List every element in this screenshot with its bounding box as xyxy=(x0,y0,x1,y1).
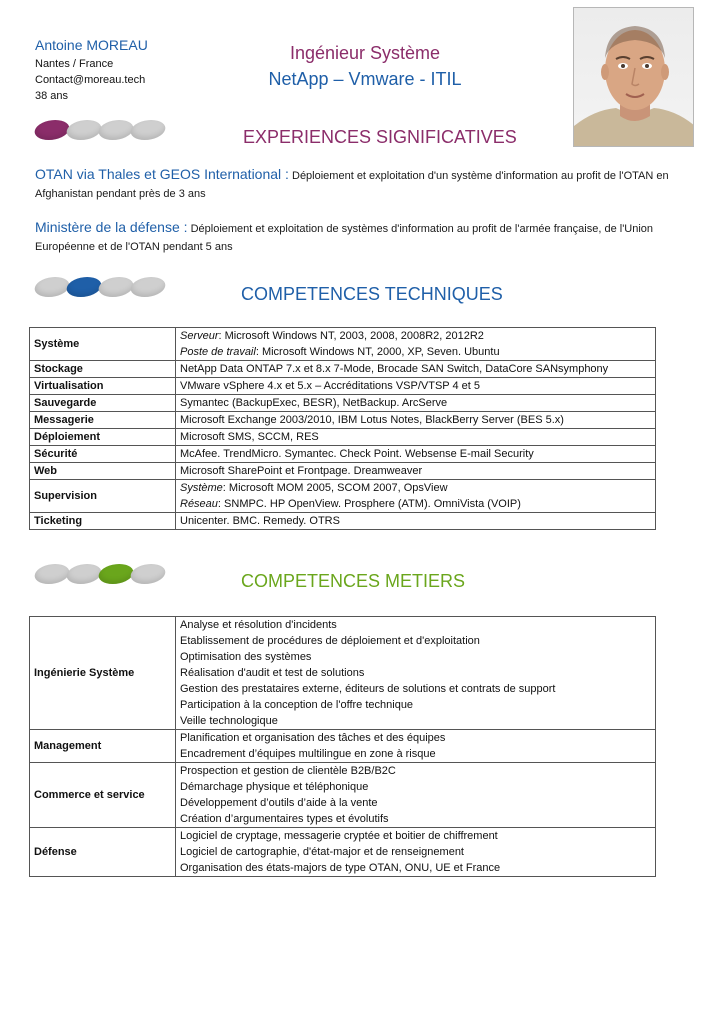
table-row xyxy=(30,730,656,763)
skill-line-label: Poste de travail xyxy=(180,346,256,358)
skill-line xyxy=(180,496,651,512)
skill-line xyxy=(180,395,651,411)
skill-line xyxy=(180,361,651,377)
section-title-tech: COMPETENCES TECHNIQUES xyxy=(241,284,503,304)
skill-line xyxy=(180,513,651,529)
progress-ovals-tech xyxy=(35,277,167,301)
skill-line-text: NetApp Data ONTAP 7.x et 8.x 7-Mode, Brocade SAN Switch, DataCore SANsymphony xyxy=(180,363,609,375)
business-values xyxy=(176,828,656,877)
skill-values xyxy=(176,513,656,530)
business-line: Réalisation d'audit et test de solutions xyxy=(180,667,365,679)
business-line: Participation à la conception de l'offre technique xyxy=(180,699,414,711)
business-line: Démarchage physique et téléphonique xyxy=(180,781,369,793)
skill-category: Sauvegarde xyxy=(30,395,176,412)
skill-line xyxy=(180,480,651,496)
skill-line-text: Microsoft Exchange 2003/2010, IBM Lotus Notes, BlackBerry Server (BES 5.x) xyxy=(180,414,564,426)
business-line: Etablissement de procédures de déploiement et d'exploitation xyxy=(180,635,480,647)
business-values xyxy=(176,617,656,730)
business-line: Développement d’outils d’aide à la vente xyxy=(180,797,378,809)
skill-values xyxy=(176,480,656,513)
skill-line-text: Symantec (BackupExec, BESR), NetBackup. ArcServe xyxy=(180,397,448,409)
tech-skills-table xyxy=(29,327,656,530)
skill-line xyxy=(180,328,651,344)
skill-category: Messagerie xyxy=(30,412,176,429)
business-line: Optimisation des systèmes xyxy=(180,651,312,663)
business-line: Analyse et résolution d'incidents xyxy=(180,619,337,631)
progress-ovals-experiences xyxy=(35,120,167,144)
skill-category: Virtualisation xyxy=(30,378,176,395)
skill-line xyxy=(180,446,651,462)
table-row xyxy=(30,446,656,463)
experience-org: OTAN via Thales et GEOS International : xyxy=(35,166,289,182)
table-row xyxy=(30,480,656,513)
skill-line-text: : SNMPC. HP OpenView. Prosphere (ATM). OmniVista (VOIP) xyxy=(217,498,521,510)
skill-category: Ticketing xyxy=(30,513,176,530)
skill-values xyxy=(176,463,656,480)
oval xyxy=(128,120,168,140)
table-row xyxy=(30,763,656,828)
business-values xyxy=(176,763,656,828)
job-title-line1: Ingénieur Système xyxy=(289,43,441,63)
business-line: Logiciel de cryptage, messagerie cryptée et boitier de chiffrement xyxy=(180,830,498,842)
business-line: Organisation des états-majors de type OTAN, ONU, UE et France xyxy=(180,862,501,874)
business-skills-table xyxy=(29,616,656,877)
skill-line xyxy=(180,463,651,479)
portrait-illustration xyxy=(574,8,694,147)
business-line: Prospection et gestion de clientèle B2B/B2C xyxy=(180,765,396,777)
business-line: Création d’argumentaires types et évolutifs xyxy=(180,813,389,825)
skill-category: Déploiement xyxy=(30,429,176,446)
business-values xyxy=(176,730,656,763)
business-line: Planification et organisation des tâches et des équipes xyxy=(180,732,446,744)
table-row xyxy=(30,429,656,446)
skill-line xyxy=(180,412,651,428)
progress-ovals-metiers xyxy=(35,564,167,588)
experience-org: Ministère de la défense : xyxy=(35,219,188,235)
table-row xyxy=(30,378,656,395)
skill-category: Stockage xyxy=(30,361,176,378)
business-line: Encadrement d’équipes multilingue en zone à risque xyxy=(180,748,436,760)
table-row xyxy=(30,828,656,877)
skill-line-label: Système xyxy=(180,482,223,494)
oval xyxy=(128,277,168,297)
oval xyxy=(128,564,168,584)
business-line: Logiciel de cartographie, d'état-major et de renseignement xyxy=(180,846,464,858)
profile-photo xyxy=(573,7,694,147)
skill-line-label: Serveur xyxy=(180,330,219,342)
email: Contact@moreau.tech xyxy=(35,74,146,86)
experience-desc: Déploiement et exploitation d'un système d'information au profit de l'OTAN en Afghanistan pendant près de 3 ans xyxy=(35,170,669,200)
business-line: Gestion des prestataires externe, éditeurs de solutions et contrats de support xyxy=(180,683,556,695)
skill-line-text: : Microsoft Windows NT, 2003, 2008, 2008R2, 2012R2 xyxy=(218,330,484,342)
skill-line-label: Réseau xyxy=(180,498,218,510)
table-row xyxy=(30,513,656,530)
location: Nantes / France xyxy=(35,58,114,70)
experience-desc: Déploiement et exploitation de systèmes d'information au profit de l'armée française, de l'Union Européenne et de l'OTAN pendant 5 ans xyxy=(35,223,654,253)
skill-values xyxy=(176,378,656,395)
skill-line-text: Unicenter. BMC. Remedy. OTRS xyxy=(180,515,340,527)
business-category: Management xyxy=(30,730,176,763)
skill-category: Sécurité xyxy=(30,446,176,463)
age: 38 ans xyxy=(35,90,69,102)
skill-line xyxy=(180,344,651,360)
skill-category: Système xyxy=(30,328,176,361)
experience-item xyxy=(35,218,695,256)
business-category: Ingénierie Système xyxy=(30,617,176,730)
business-line: Veille technologique xyxy=(180,715,278,727)
skill-line-text: VMware vSphere 4.x et 5.x – Accréditations VSP/VTSP 4 et 5 xyxy=(180,380,481,392)
skill-line-text: Microsoft SharePoint et Frontpage. Dreamweaver xyxy=(180,465,423,477)
job-title-line2: NetApp – Vmware - ITIL xyxy=(268,69,462,89)
skill-line-text: : Microsoft Windows NT, 2000, XP, Seven. Ubuntu xyxy=(255,346,500,358)
contact-block xyxy=(35,36,148,104)
skill-line-text: McAfee. TrendMicro. Symantec. Check Point. Websense E-mail Security xyxy=(180,448,534,460)
skill-category: Supervision xyxy=(30,480,176,513)
table-row xyxy=(30,412,656,429)
skill-values xyxy=(176,395,656,412)
section-title-metiers: COMPETENCES METIERS xyxy=(241,571,466,591)
skill-values xyxy=(176,412,656,429)
skill-values xyxy=(176,446,656,463)
skill-values xyxy=(176,328,656,361)
business-category: Défense xyxy=(30,828,176,877)
skill-category: Web xyxy=(30,463,176,480)
skill-line xyxy=(180,378,651,394)
table-row xyxy=(30,463,656,480)
table-row xyxy=(30,361,656,378)
skill-line-text: : Microsoft MOM 2005, SCOM 2007, OpsView xyxy=(222,482,448,494)
job-title xyxy=(230,40,500,92)
section-title-experiences: EXPERIENCES SIGNIFICATIVES xyxy=(243,127,517,147)
skill-line xyxy=(180,429,651,445)
table-row xyxy=(30,617,656,730)
table-row xyxy=(30,328,656,361)
candidate-name: Antoine MOREAU xyxy=(35,37,148,53)
skill-values xyxy=(176,429,656,446)
experience-item xyxy=(35,165,695,203)
skill-values xyxy=(176,361,656,378)
skill-line-text: Microsoft SMS, SCCM, RES xyxy=(180,431,319,443)
table-row xyxy=(30,395,656,412)
business-category: Commerce et service xyxy=(30,763,176,828)
